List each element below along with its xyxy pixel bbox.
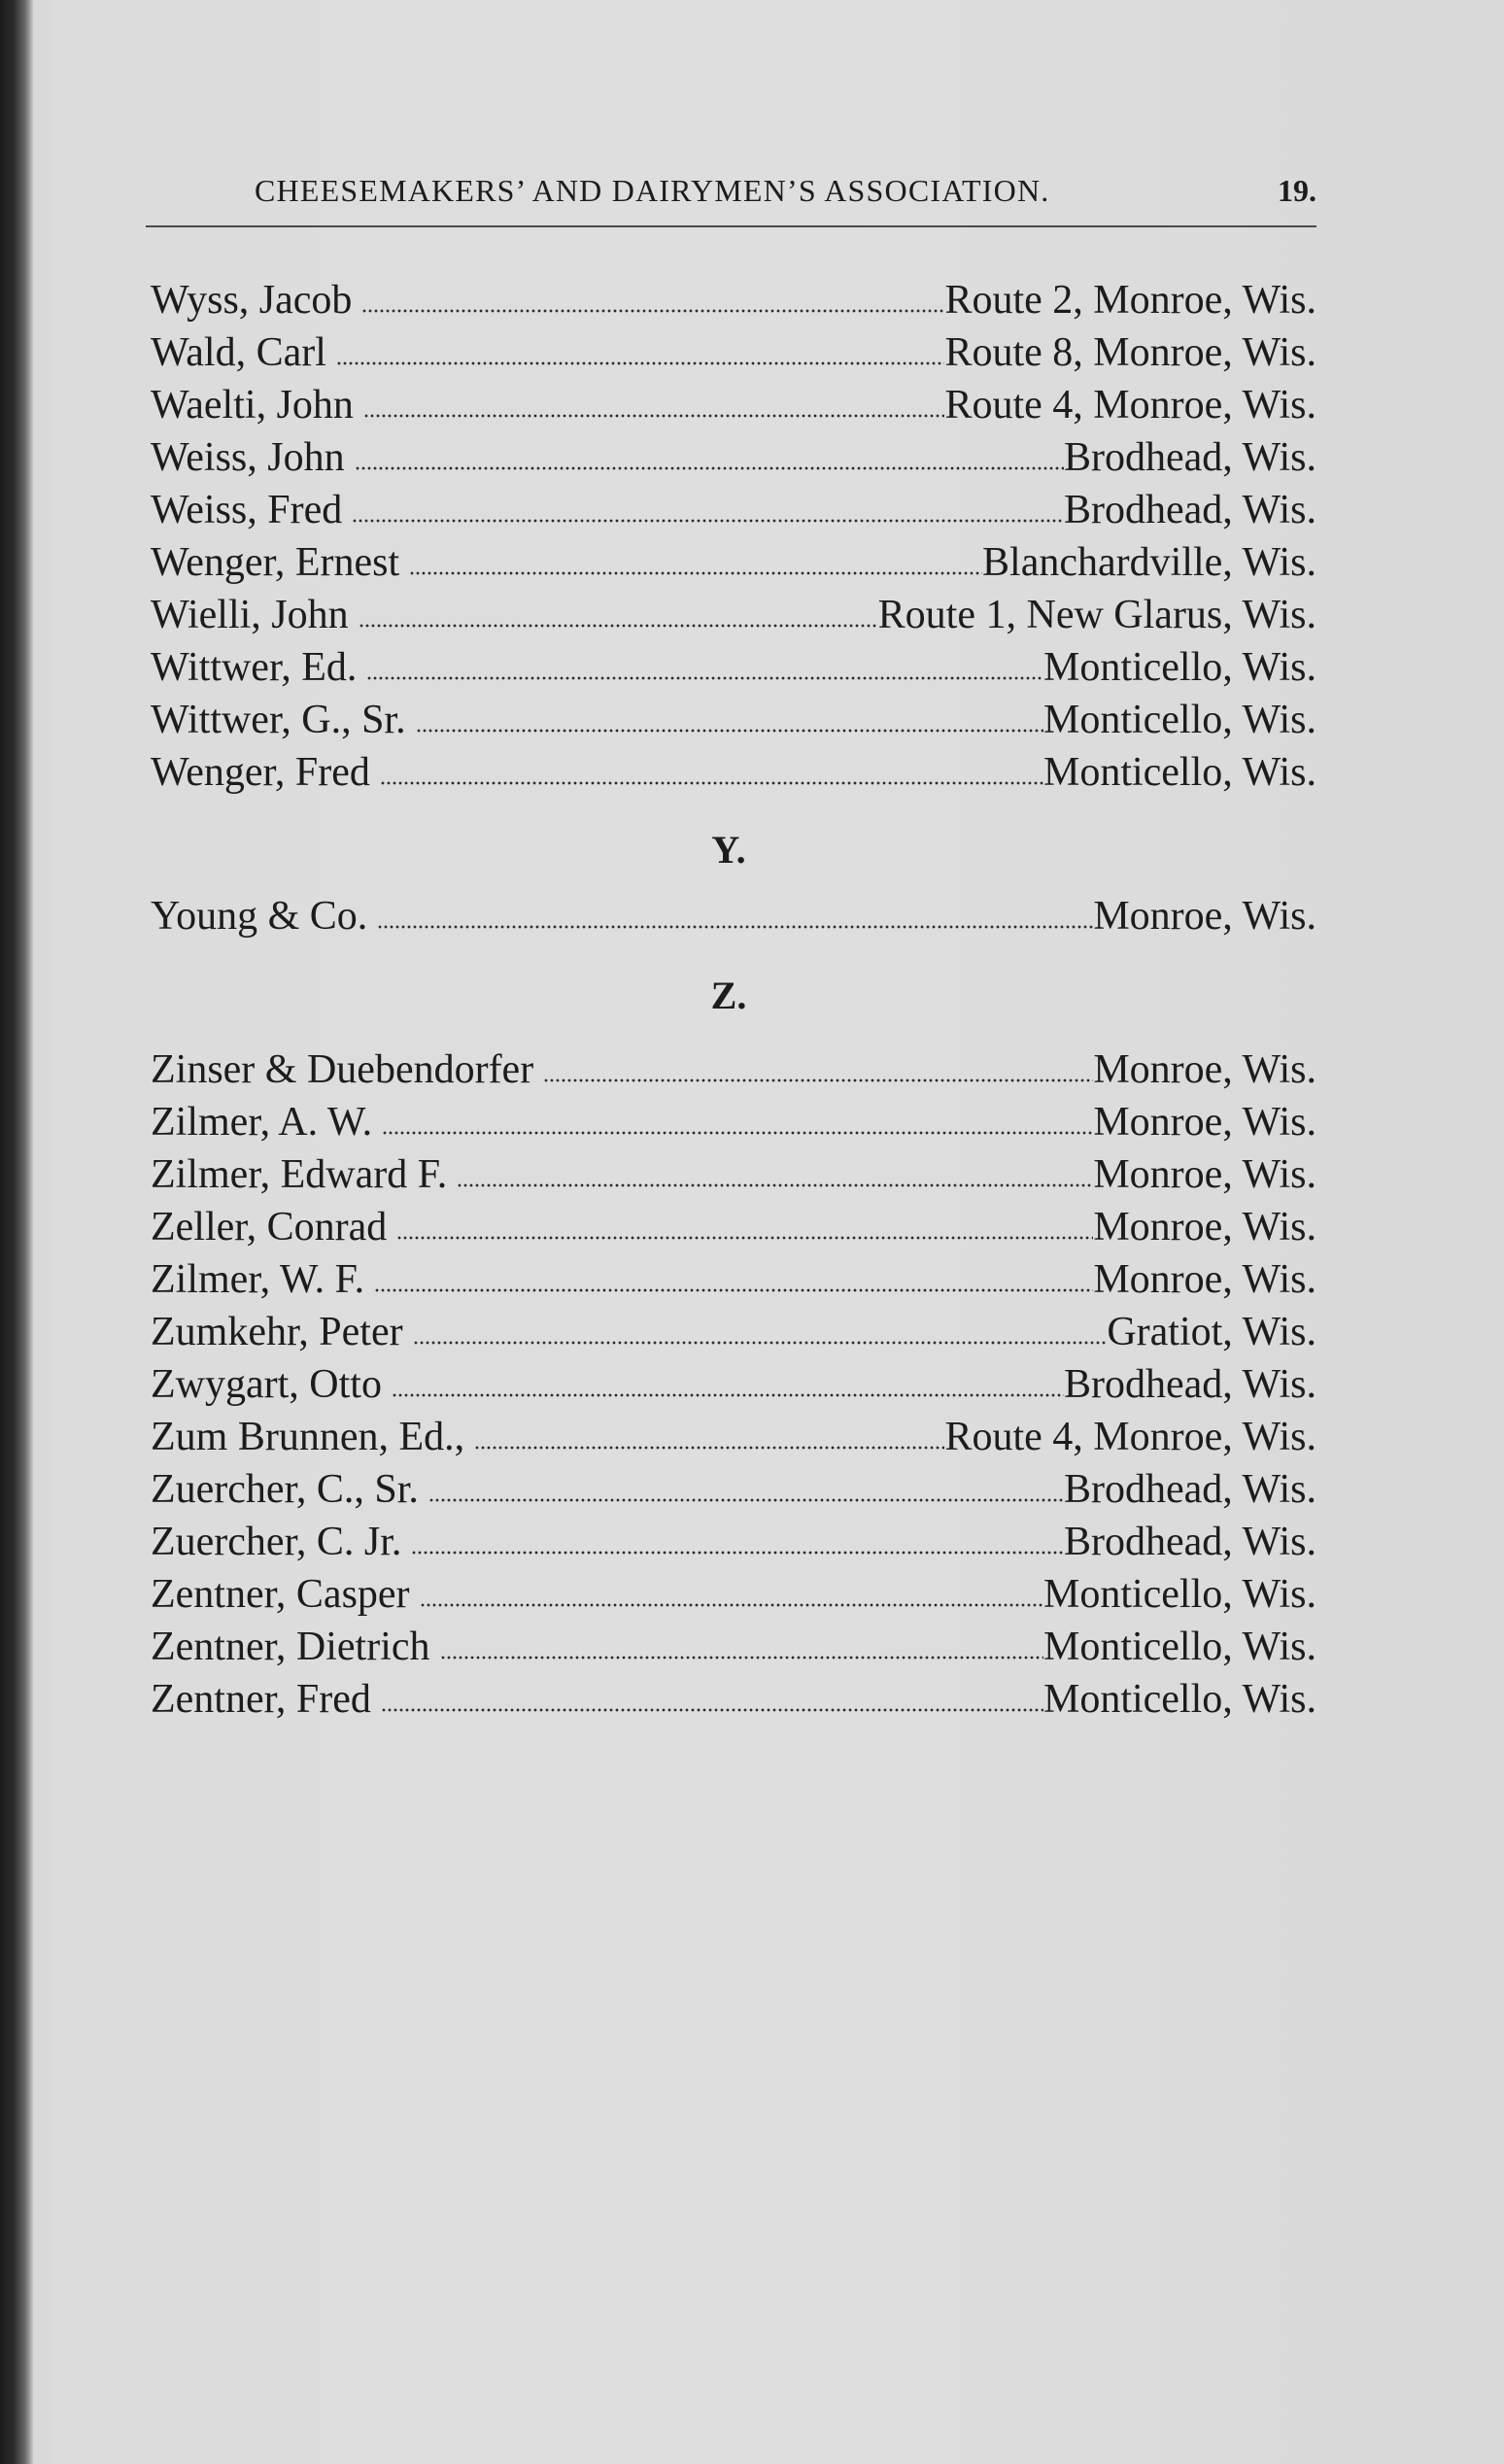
member-name: Zuercher, C. Jr. [151, 1520, 402, 1564]
member-address: Brodhead, Wis. [1064, 1362, 1316, 1407]
directory-entry [151, 326, 1316, 379]
directory-entry [151, 694, 1316, 746]
member-address: Monroe, Wis. [1093, 1047, 1316, 1092]
dot-leader [416, 729, 1043, 733]
member-address: Gratiot, Wis. [1107, 1310, 1316, 1354]
member-address: Route 2, Monroe, Wis. [944, 278, 1316, 323]
dot-leader [374, 1288, 1093, 1292]
member-name: Weiss, Fred [151, 488, 343, 532]
section-heading-y: Y. [711, 828, 746, 872]
directory-entry [151, 1463, 1316, 1516]
dot-leader [396, 1236, 1093, 1240]
directory-entry [151, 1516, 1316, 1568]
member-name: Zilmer, W. F. [151, 1257, 365, 1302]
directory-entry [151, 1568, 1316, 1621]
directory-entry [151, 1306, 1316, 1358]
member-address: Monticello, Wis. [1043, 1572, 1316, 1617]
member-name: Wenger, Fred [151, 750, 370, 795]
directory-entry [151, 746, 1316, 799]
member-name: Wyss, Jacob [151, 278, 353, 323]
header-rule [146, 225, 1316, 227]
section-heading-z: Z. [710, 974, 747, 1017]
dot-leader [366, 676, 1043, 680]
directory-entry [151, 1253, 1316, 1306]
member-address: Monticello, Wis. [1043, 698, 1316, 742]
dot-leader [377, 925, 1093, 929]
directory-entry [151, 484, 1316, 536]
directory-entry [151, 890, 1316, 942]
member-name: Zilmer, A. W. [151, 1100, 373, 1145]
member-address: Brodhead, Wis. [1064, 1467, 1316, 1512]
page-number: 19. [1278, 173, 1316, 208]
member-address: Route 4, Monroe, Wis. [944, 383, 1316, 428]
member-name: Zilmer, Edward F. [151, 1152, 448, 1197]
member-name: Zentner, Casper [151, 1572, 410, 1617]
dot-leader [457, 1183, 1093, 1187]
dot-leader [361, 309, 944, 313]
dot-leader [382, 1131, 1093, 1135]
member-name: Wittwer, G., Sr. [151, 698, 406, 742]
dot-leader [359, 624, 878, 628]
directory-entry [151, 536, 1316, 589]
member-address: Monticello, Wis. [1043, 645, 1316, 690]
member-name: Wielli, John [151, 593, 349, 637]
directory-entry [151, 1411, 1316, 1463]
directory-entry [151, 1044, 1316, 1096]
dot-leader [440, 1656, 1043, 1660]
member-address: Monroe, Wis. [1093, 1257, 1316, 1302]
directory-entry [151, 1096, 1316, 1148]
dot-leader [355, 466, 1064, 470]
directory-entry [151, 274, 1316, 326]
dot-leader [392, 1393, 1064, 1397]
directory-entry [151, 589, 1316, 641]
directory-entry [151, 1201, 1316, 1253]
dot-leader [474, 1446, 944, 1450]
member-name: Waelti, John [151, 383, 354, 428]
member-name: Zumkehr, Peter [151, 1310, 403, 1354]
member-address: Monticello, Wis. [1043, 1677, 1316, 1722]
book-spine-shadow [0, 0, 33, 2464]
member-address: Brodhead, Wis. [1064, 435, 1316, 480]
dot-leader [543, 1078, 1093, 1082]
member-name: Zwygart, Otto [151, 1362, 382, 1407]
member-address: Route 4, Monroe, Wis. [944, 1415, 1316, 1459]
dot-leader [411, 1551, 1064, 1555]
member-address: Monroe, Wis. [1093, 1205, 1316, 1249]
member-name: Weiss, John [151, 435, 345, 480]
directory-entry [151, 431, 1316, 484]
dot-leader [381, 1708, 1043, 1712]
member-name: Young & Co. [151, 894, 368, 939]
member-address: Monticello, Wis. [1043, 1625, 1316, 1669]
member-address: Monroe, Wis. [1093, 1152, 1316, 1197]
member-address: Route 8, Monroe, Wis. [944, 330, 1316, 375]
member-address: Monticello, Wis. [1043, 750, 1316, 795]
dot-leader [409, 571, 982, 575]
directory-entry [151, 1148, 1316, 1201]
directory-entry [151, 379, 1316, 431]
running-header [146, 167, 1316, 216]
member-name: Zentner, Dietrich [151, 1625, 430, 1669]
member-address: Monroe, Wis. [1093, 1100, 1316, 1145]
member-name: Zinser & Duebendorfer [151, 1047, 534, 1092]
member-address: Brodhead, Wis. [1064, 488, 1316, 532]
dot-leader [380, 781, 1043, 785]
member-address: Brodhead, Wis. [1064, 1520, 1316, 1564]
dot-leader [363, 414, 945, 418]
member-name: Wittwer, Ed. [151, 645, 358, 690]
dot-leader [413, 1341, 1108, 1345]
member-address: Blanchardville, Wis. [982, 540, 1316, 585]
member-address: Monroe, Wis. [1093, 894, 1316, 939]
directory-entry [151, 1358, 1316, 1411]
member-name: Zentner, Fred [151, 1677, 371, 1722]
directory-entry [151, 1621, 1316, 1673]
dot-leader [420, 1603, 1043, 1607]
directory-entry [151, 641, 1316, 694]
member-name: Zum Brunnen, Ed., [151, 1415, 465, 1459]
member-address: Route 1, New Glarus, Wis. [877, 593, 1316, 637]
dot-leader [352, 519, 1064, 523]
member-name: Wald, Carl [151, 330, 326, 375]
header-title: CHEESEMAKERS’ AND DAIRYMEN’S ASSOCIATION. [255, 173, 1050, 208]
dot-leader [336, 361, 945, 365]
directory-entry [151, 1673, 1316, 1726]
member-name: Zeller, Conrad [151, 1205, 388, 1249]
member-name: Wenger, Ernest [151, 540, 400, 585]
member-name: Zuercher, C., Sr. [151, 1467, 419, 1512]
dot-leader [428, 1498, 1064, 1502]
